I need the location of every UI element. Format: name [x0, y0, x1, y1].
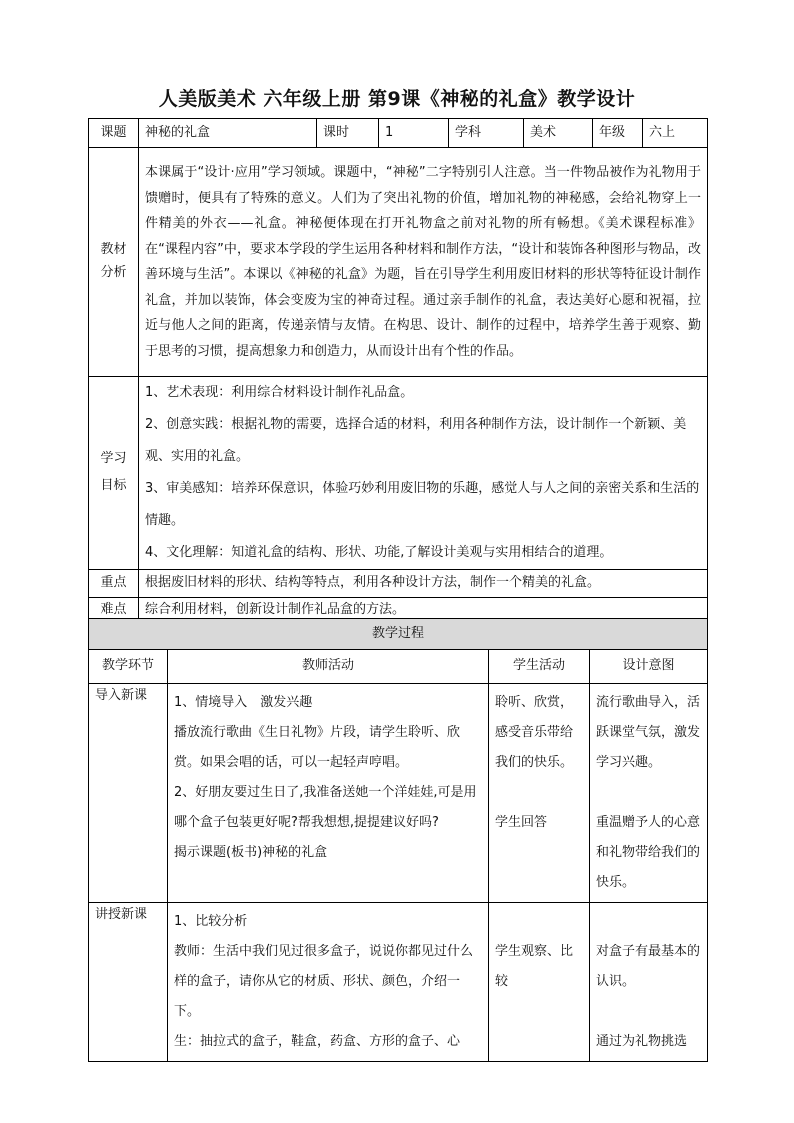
student-line: 学生观察、比较 [495, 944, 574, 989]
subject-value: 美术 [524, 119, 593, 148]
process-heading-row [89, 619, 708, 650]
intent-line: 流行歌曲导入，活跃课堂气氛，激发学习兴趣。 [596, 695, 701, 770]
key-label: 重点 [89, 570, 139, 598]
goal-item-3: 3、审美感知：培养环保意识，体验巧妙利用废旧物的乐趣，感觉人与人之间的亲密关系和生活的情趣。 [145, 481, 700, 528]
page-title: 人美版美术 六年级上册 第9课《神秘的礼盒》教学设计 [158, 88, 636, 110]
teacher-line: 2、好朋友要过生日了,我准备送她一个洋娃娃,可是用哪个盒子包装更好呢?帮我想想,提提建议好吗? [174, 785, 477, 830]
teacher-line: 教师：生活中我们见过很多盒子，说说你都见过什么样的盒子，请你从它的材质、形状、颜色，介绍一下。 [174, 944, 474, 1019]
grade-label: 年级 [593, 119, 643, 148]
analysis-label-line1: 教材 [100, 242, 127, 258]
student-line: 学生回答 [495, 815, 548, 830]
teacher-line: 1、比较分析 [174, 914, 248, 929]
intent-line: 对盒子有最基本的认识。 [596, 944, 701, 989]
analysis-row [89, 148, 708, 377]
goal-item-4: 4、文化理解：知道礼盒的结构、形状、功能,了解设计美观与实用相结合的道理。 [145, 545, 613, 560]
col-intent-header: 设计意图 [590, 650, 708, 684]
student-activity-cell [489, 903, 590, 1062]
design-intent-cell [590, 903, 708, 1062]
subject-label: 学科 [449, 119, 524, 148]
process-row-teaching [89, 903, 708, 1062]
key-text: 根据废旧材料的形状、结构等特点，利用各种设计方法，制作一个精美的礼盒。 [139, 570, 708, 598]
hours-value: 1 [379, 119, 449, 148]
col-stage-header: 教学环节 [89, 650, 168, 684]
process-row-intro [89, 684, 708, 903]
difficulty-label: 难点 [89, 598, 139, 624]
col-student-header: 学生活动 [489, 650, 590, 684]
goals-label [89, 377, 139, 570]
lesson-info-table [88, 118, 708, 624]
topic-label: 课题 [89, 119, 139, 148]
student-line: 聆听、欣赏，感受音乐带给我们的快乐。 [495, 695, 574, 770]
teacher-line: 播放流行歌曲《生日礼物》片段，请学生聆听、欣赏。如果会唱的话，可以一起轻声哼唱。 [174, 725, 461, 770]
topic-value: 神秘的礼盒 [139, 119, 317, 148]
teacher-activity-cell [168, 903, 489, 1062]
teacher-activity-cell [168, 684, 489, 903]
goal-item-1: 1、艺术表现：利用综合材料设计制作礼品盒。 [145, 385, 414, 400]
hours-label: 课时 [317, 119, 379, 148]
key-row [89, 570, 708, 598]
stage-cell: 导入新课 [89, 684, 168, 903]
intent-line: 重温赠予人的心意和礼物带给我们的快乐。 [596, 815, 701, 890]
analysis-label [89, 148, 139, 377]
student-activity-cell [489, 684, 590, 903]
goal-item-2: 2、创意实践：根据礼物的需要，选择合适的材料，利用各种制作方法，设计制作一个新颖、美观、实用的礼盒。 [145, 417, 687, 464]
analysis-text: 本课属于“设计·应用”学习领域。课题中，“神秘”二字特别引人注意。当一件物品被作为礼物用于馈赠时，便具有了特殊的意义。人们为了突出礼物的价值，增加礼物的神秘感，会给礼物穿上一件精美的外衣——礼盒。神秘便体现在打开礼物盒之前对礼物的所有畅想。《美术课程标准》在“课程内容”中，要求本学段的学生运用各种材料和制作方法，“设计和装饰各种图形与物品，改善环境与生活”。本课以《神秘的礼盒》为题，旨在引导学生利用废旧材料的形状等特征设计制作礼盒，并加以装饰，体会变废为宝的神奇过程。通过亲手制作的礼盒，表达美好心愿和祝福，拉近与他人之间的距离，传递亲情与友情。在构思、设计、制作的过程中，培养学生善于观察、勤于思考的习惯，提高想象力和创造力，从而设计出有个性的作品。 [139, 148, 708, 377]
goals-label-line2: 目标 [100, 478, 127, 493]
intent-line: 通过为礼物挑选 [596, 1034, 688, 1049]
teacher-line: 生：抽拉式的盒子，鞋盒，药盒、方形的盒子、心 [174, 1034, 461, 1049]
grade-value: 六上 [643, 119, 708, 148]
analysis-label-line2: 分析 [100, 265, 127, 280]
stage-cell: 讲授新课 [89, 903, 168, 1062]
info-row [89, 119, 708, 148]
goals-list [139, 377, 708, 570]
process-heading: 教学过程 [89, 619, 708, 650]
process-table [88, 618, 708, 1062]
col-teacher-header: 教师活动 [168, 650, 489, 684]
teacher-line: 揭示课题(板书)神秘的礼盒 [174, 845, 328, 860]
process-header-row [89, 650, 708, 684]
teacher-line: 1、情境导入 激发兴趣 [174, 695, 313, 710]
goals-row [89, 377, 708, 570]
goals-label-line1: 学习 [100, 451, 127, 467]
design-intent-cell [590, 684, 708, 903]
difficulty-text: 综合利用材料，创新设计制作礼品盒的方法。 [139, 598, 708, 624]
